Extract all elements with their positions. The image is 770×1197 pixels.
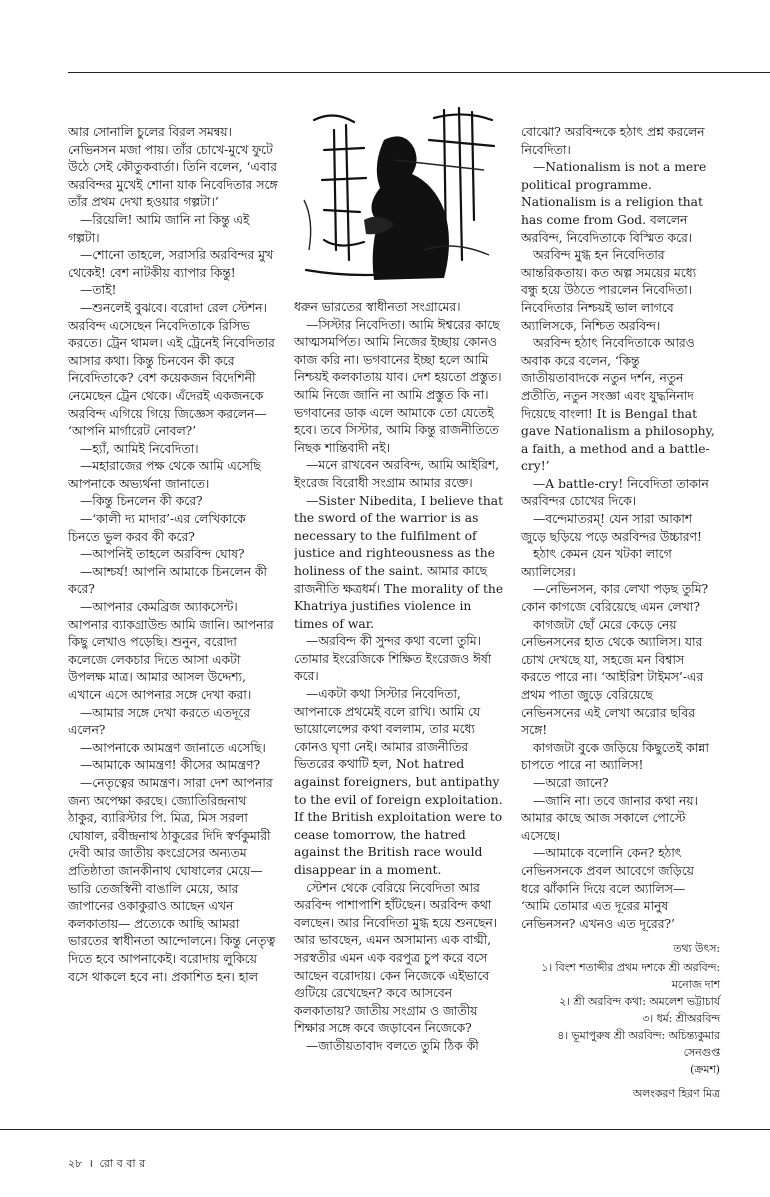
paragraph: —সিস্টার নিবেদিতা। আমি ঈশ্বরের কাছে আত্মসমর্পিত। আমি নিজের ইচ্ছায় কোনও কাজ করি না। ভগবানের ইচ্ছা হলে আমি নিশ্চয়ই কলকাতায় যাব। দেশ হয়তো প্রস্তুত। আমি নিজে জানি না আমি প্রস্তুত কি না। ভগবানের ডাক এলে আমাকে তো যেতেই হবে। তবে সিস্টার, আমি কিন্তু রাজনীতিতে নিছক শান্তিবাদী নই। [294,317,502,455]
paragraph: —আমাকে বলোনি কেন? হঠাৎ নেভিনসনকে প্রবল আবেগে জড়িয়ে ধরে ঝাঁকানি দিয়ে বলে অ্যালিস— ‘আমি তোমার এত দূরের মানুষ নেভিনসন? এখনও এত দূরের?’ [521,846,694,931]
paragraph: —A battle-cry! নিবেদিতা তাকান অরবিন্দর চোখের দিকে। [521,476,709,509]
text-column-left [68,124,278,1124]
paragraph: ধরুন ভারতের স্বাধীনতা সংগ্রামের। [294,300,461,314]
footer-separator: । [88,1157,93,1170]
paragraph: কাগজটা ছোঁ মেরে কেড়ে নেয় নেভিনসনের হাত থেকে অ্যালিস। যার চোখ দেখছে যা, সহজে মন বিশ্বাস করতে পারে না। ‘আইরিশ টাইমস’-এর প্রথম পাতা জুড়ে বেরিয়েছে নেভিনসনের এই লেখা অরোর ছবির সঙ্গে! [521,617,704,738]
paragraph: —তাই! [80,283,117,298]
footer-rule [0,1129,770,1130]
paragraph: বোঝো? অরবিন্দকে হঠাৎ প্রশ্ন করলেন নিবেদিতা। [521,125,705,157]
paragraph: —নেতৃত্বের আমন্ত্রণ। সারা দেশ আপনার জন্য অপেক্ষা করছে। জ্যোতিরিন্দ্রনাথ ঠাকুর, ব্যারিস্টার পি. মিত্র, মিস সরলা ঘোষাল, রবীন্দ্রনাথ ঠাকুরের দিদি স্বর্ণকুমারী দেবী আর জাতীয় কংগ্রেসের অন্যতম প্রতিষ্ঠাতা জানকীনাথ ঘোষালের মেয়ে— ভারি তেজস্বিনী বাঙালি মেয়ে, আর জাপানের ওকাকুরাও আছেন এখন কলকাতায়— প্রত্যেকে আছি আমরা ভারতের স্বাধীনতা আন্দোলনে। কিন্তু নেতৃত্ব দিতে হবে আপনাকেই। বরোদায় লুকিয়ে বসে থাকলে হবে না। প্রকাশিত হন। হাল [68,775,276,984]
paragraph: অরবিন্দ মুগ্ধ হন নিবেদিতার আন্তরিকতায়। কত অল্প সময়ের মধ্যে বন্ধু হয়ে উঠতে পারলেন নিবেদিতা। নিবেদিতার নিশ্চয়ই ভাল লাগবে অ্যালিসকে, নিশ্চিত অরবিন্দ। [521,248,697,333]
continued-note: (ক্রমশ) [690,1063,720,1076]
paragraph: —Sister Nibedita, I believe that the sword of the warrior is as necessary to the fulfilment of justice and righteousness as the holiness of the saint. আমার কাছে রাজনীতি ক্ষত্রধর্ম। The morality of the Khatriya justifies violence in times of war. [294,493,504,631]
paragraph: —শোনো তাহলে, সরাসরি অরবিন্দর মুখ থেকেই! বেশ নাটকীয় ব্যাপার কিন্তু! [68,248,274,280]
source-item: ২। শ্রী অরবিন্দ কথা: অমলেশ ভট্টাচার্য [559,995,720,1008]
page-footer [68,1155,145,1174]
paragraph: —আপনার কেমব্রিজ অ্যাকসেন্ট। আপনার ব্যাকগ্রাউন্ড আমি জানি। আপনার কিছু লেখাও পড়েছি। শুনুন, বরোদা কলেজে লেকচার দিতে আসা একটা উপলক্ষ মাত্র। আমার আসল উদ্দেশ্য, এখানে এসে আপনার সঙ্গে দেখা করা। [68,600,274,702]
paragraph: —মহারাজের পক্ষ থেকে আমি এসেছি আপনাকে অভ্যর্থনা জানাতে। [68,459,261,491]
sources-title: তথ্য উৎস: [673,942,720,955]
illustration-credit: অলংকরণ হিরণ মিত্র [632,1087,720,1100]
paragraph: —নেভিনসন, কার লেখা পড়ছ তুমি? কোন কাগজে বেরিয়েছে এমন লেখা? [521,582,709,615]
paragraph: —রিয়েলি! আমি জানি না কিন্তু এই গল্পটা। [68,212,250,245]
paragraph: —জানি না। তবে জানার কথা নয়। আমার কাছে আজ সকালে পোস্টে এসেছে। [521,793,698,843]
paragraph: —অরবিন্দ কী সুন্দর কথা বলো তুমি। তোমার ইংরেজিকে শিক্ষিত ইংরেজও ঈর্ষা করে। [294,634,492,684]
paragraph: স্টেশন থেকে বেরিয়ে নিবেদিতা আর অরবিন্দ পাশাপাশি হাঁটছেন। অরবিন্দ কথা বলছেন। আর নিবেদিতা মুগ্ধ হয়ে শুনছেন। আর ভাবছেন, এমন অসামান্য এক বাগ্মী, সরস্বতীর এমন এক বরপুত্র চুপ করে বসে আছেন বরোদায়। কেন নিজেকে এইভাবে গুটিয়ে রেখেছেন? কবে আসবেন কলকাতায়? জাতীয় সংগ্রাম ও জাতীয় শিক্ষার সঙ্গে কবে জড়াবেন নিজেকে? [294,880,498,1036]
paragraph: —শুনলেই বুঝবে। বরোদা রেল স্টেশন। অরবিন্দ এসেছেন নিবেদিতাকে রিসিভ করতে। ট্রেন থামল। এই ট্রেনেই নিবেদিতার আসার কথা। কিন্তু চিনবেন কী করে নিবেদিতাকে? বেশ কয়েকজন বিদেশিনী নেমেছেন ট্রেন থেকে। এঁদেরই একজনকে অরবিন্দ এগিয়ে গিয়ে জিজ্ঞেস করলেন— ‘আপনি মার্গারেট নোবল?’ [68,300,275,439]
paragraph: —অরো জানে? [533,775,609,790]
ink-sketch-illustration [294,100,506,290]
paragraph: —আশ্চর্য! আপনি আমাকে চিনলেন কী করে? [68,564,267,597]
sources-list [540,940,720,1078]
paragraph: কাগজটা বুকে জড়িয়ে কিছুতেই কান্না চাপতে পারে না অ্যালিস! [521,740,709,773]
paragraph: —আপনিই তাহলে অরবিন্দ ঘোষ? [80,547,245,562]
source-item: ৩। ধর্ম: শ্রীঅরবিন্দ [642,1012,720,1025]
text-column-middle [294,299,504,1124]
paragraph: —কিন্তু চিনলেন কী করে? [80,494,203,509]
header-rule [68,72,770,73]
paragraph: —Nationalism is not a mere political programme. Nationalism is a religion that has come from God. বললেন অরবিন্দ, নিবেদিতাকে বিস্মিত করে। [521,160,707,245]
page-number: ২৮ [68,1157,83,1170]
paragraph: —আমাকে আমন্ত্রণ! কীসের আমন্ত্রণ? [80,758,261,773]
paragraph: —মনে রাখবেন অরবিন্দ, আমি আইরিশ, ইংরেজ বিরোধী সংগ্রাম আমার রক্তে। [294,458,500,490]
source-item: ১। বিংশ শতাব্দীর প্রথম দশকে শ্রী অরবিন্দ: মনোজ দাশ [541,961,720,991]
paragraph: —আপনাকে আমন্ত্রণ জানাতে এসেছি। [80,740,266,755]
paragraph: —হ্যাঁ, আমিই নিবেদিতা। [80,441,199,456]
source-item: ৪। ভূমাপুরুষ শ্রী অরবিন্দ: অচিন্ত্যকুমার সেনগুপ্ত [557,1029,720,1059]
paragraph: —আমার সঙ্গে দেখা করতে এতদূরে এলেন? [68,705,251,738]
magazine-name: রো ব বা র [99,1157,146,1170]
paragraph: হঠাৎ কেমন যেন খটকা লাগে অ্যালিসের। [521,547,672,579]
paragraph: আর সোনালি চুলের বিরল সমন্বয়। নেভিনসন মজা পায়। তাঁর চোখে-মুখে ফুটে উঠে সেই কৌতুকবার্তা। তিনি বলেন, ‘এবার অরবিন্দর মুখেই শোনা যাক নিবেদিতার সঙ্গে তাঁর প্রথম দেখা হওয়ার গল্পটা।’ [68,125,278,210]
paragraph: —‘কালী দ্য মাদার’-এর লেখিকাকে চিনতে ভুল করব কী করে? [68,512,246,544]
paragraph: —বন্দেমাতরম্! যেন সারা আকাশ জুড়ে ছড়িয়ে পড়ে অরবিন্দর উচ্চারণ! [521,512,702,544]
paragraph: —জাতীয়তাবাদ বলতে তুমি ঠিক কী [306,1038,479,1053]
paragraph: —একটা কথা সিস্টার নিবেদিতা, আপনাকে প্রথমেই বলে রাখি। আমি যে ভায়োলেন্সের কথা বললাম, তার মধ্যে কোনও ঘৃণা নেই। আমার রাজনীতির ভিতরের কথাটি হল, Not hatred against foreigners, but antipathy to the evil of foreign exploitation. If the British exploitation were to cease tomorrow, the hatred against the British race would disappear in a moment. [294,687,503,877]
paragraph: অরবিন্দ হঠাৎ নিবেদিতাকে আরও অবাক করে বলেন, ‘কিন্তু জাতীয়তাবাদকে নতুন দর্শন, নতুন প্রতীতি, নতুন সংজ্ঞা এবং যুদ্ধনিনাদ দিয়েছে বাংলা! It is Bengal that gave Nationalism a philosophy, a faith, a method and a battle-cry!’ [521,336,715,474]
